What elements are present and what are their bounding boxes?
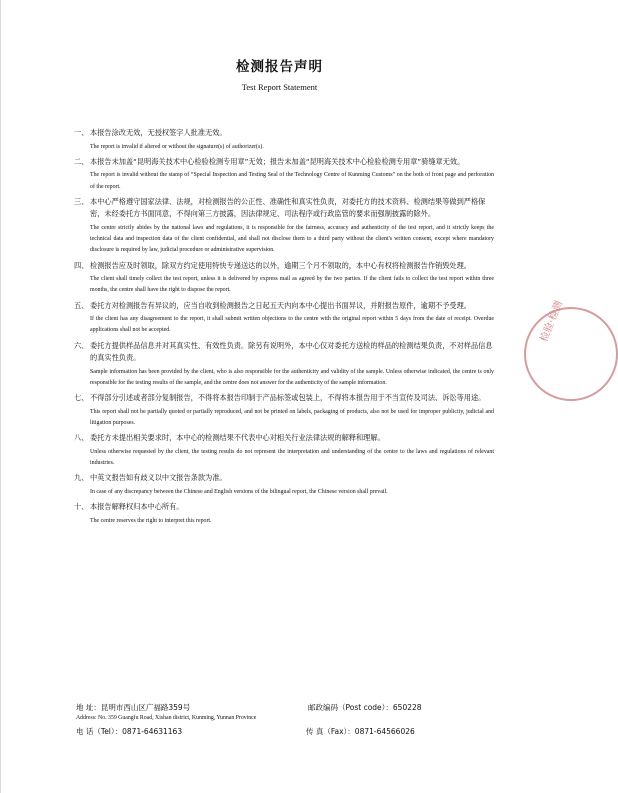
clause-text-en: The centre reserves the right to interpret this report. [90, 517, 212, 524]
clause-text-en: The report is invalid without the stamp of “Special Inspection and Testing Seal of the Technology Centre of Kunming Customs” on the both of front page and perforation of the report. [90, 172, 494, 190]
page-title: 检测报告声明 [236, 59, 323, 75]
clause-number: 一、 [74, 128, 89, 137]
postcode: 邮政编码（Post code）：650228 [308, 703, 422, 712]
telephone: 电 话（Tel）：0871-64631163 [76, 727, 183, 736]
clause-text-cn: 委托方对检测报告有异议的，应当自收到检测报告之日起五天内向本中心提出书面异议，并附报告原件，逾期不予受理。 [90, 300, 471, 310]
page-edge [0, 0, 1, 793]
clause-text-cn: 中英文报告如有歧义以中文报告条款为准。 [90, 473, 227, 483]
statement-clauses [74, 127, 494, 530]
clause-6 [74, 340, 494, 390]
clause-4 [74, 260, 494, 297]
clause-number: 七、 [74, 393, 89, 403]
page-subtitle: Test Report Statement [241, 82, 318, 92]
address-en: Address: No. 359 Guangfu Road, Xishan district, Kunming, Yunnan Province [76, 715, 257, 721]
seal-stamp-text: 检验·检测 [538, 299, 566, 344]
clause-text-cn: 本报告未加盖“昆明海关技术中心检验检测专用章”无效；报告未加盖“昆明海关技术中心检验检测专用章”骑缝章无效。 [90, 156, 465, 166]
clause-10 [74, 501, 494, 527]
clause-number: 五、 [74, 300, 89, 310]
clause-9 [74, 472, 494, 498]
clause-2 [74, 156, 494, 193]
clause-number: 二、 [74, 156, 89, 166]
clause-text-en: This report shall not be partially quoted or partially reproduced, and not be printed on labels, packaging of products, also not be used for improper publicity, judicial and litigation purposes. [90, 408, 494, 426]
clause-1 [74, 127, 494, 153]
clause-8 [74, 432, 494, 469]
clause-number: 十、 [74, 501, 89, 511]
clause-number: 九、 [74, 473, 89, 483]
fax: 传 真（Fax）：0871-64566026 [306, 727, 415, 736]
clause-text-cn: 委托方未提出相关要求时，本中心的检测结果不代表中心对相关行业法律法规的解释和理解。 [90, 433, 385, 443]
clause-text-en: The report is invalid if altered or without the signature(s) of authorizer(s). [90, 143, 264, 150]
clause-text-cn: 检测报告应及时领取，除双方约定使用特快专递送达的以外，逾期三个月不领取的，本中心有权将检测报告作销毁处理。 [90, 260, 471, 270]
clause-text-cn: 本报告解释权归本中心所有。 [90, 501, 184, 511]
clause-text-en: In case of any discrepancy between the Chinese and English versions of the bilingual report, the Chinese version shall prevail. [90, 488, 388, 495]
clause-text-en: Unless otherwise requested by the client, the testing results do not represent the interpretation and understanding of the centre to the laws and regulations of relevant industries. [90, 448, 494, 466]
clause-text-en: The client shall timely collect the test report, unless it is delivered by express mail as agreed by the two parties. If the client fails to collect the test report within three months, the centre shall have the right to dispose the report. [90, 276, 494, 294]
clause-text-en: The centre strictly abides by the national laws and regulations, it is responsible for the fairness, accuracy and authenticity of the test report, and it strictly keeps the technical data and inspection data of the client confidential, and shall not disclose them to a third party without the client's written consent, except where mandatory disclosure is required by law, judicial procedure or administrative supervision. [90, 224, 494, 254]
clause-text-cn: 本报告涂改无效，无授权签字人批准无效。 [90, 128, 227, 137]
seal-stamp [524, 307, 618, 401]
clause-text-en: Sample information has been provided by the client, who is also responsible for the authenticity and validity of the sample. Unless otherwise indicated, the centre is only responsible for the testing results of the sample, and the centre does not answer for the authenticity of the sample information. [90, 368, 494, 386]
clause-text-cn: 本中心严格遵守国家法律、法规，对检测报告的公正性、准确性和真实性负责，对委托方的技术资料、检测结果等做到严格保密，未经委托方书面同意，不得向第三方披露，因法律规定、司法程序或行政监管的要求而强制披露的除外。 [90, 196, 486, 219]
clause-text-cn: 不得部分引述或者部分复制报告，不得将本报告印制于产品标签或包装上，不得将本报告用于不当宣传及司法、诉讼等用途。 [90, 393, 486, 403]
clause-number: 六、 [74, 340, 89, 350]
clause-text-en: If the client has any disagreement to the report, it shall submit written objections to the centre with the original report within 5 days from the date of receipt. Overdue applications shall not be accepted. [90, 316, 494, 334]
clause-number: 三、 [74, 196, 89, 206]
clause-7 [74, 392, 494, 429]
clause-number: 八、 [74, 433, 89, 443]
clause-number: 四、 [74, 260, 89, 270]
address-cn: 地 址：昆明市西山区广福路359号 [76, 703, 191, 712]
clause-3 [74, 196, 494, 257]
clause-5 [74, 300, 494, 337]
clause-text-cn: 委托方提供样品信息并对其真实性、有效性负责。除另有说明外，本中心仅对委托方送检的样品的检测结果负责，不对样品信息的真实性负责。 [90, 340, 493, 363]
